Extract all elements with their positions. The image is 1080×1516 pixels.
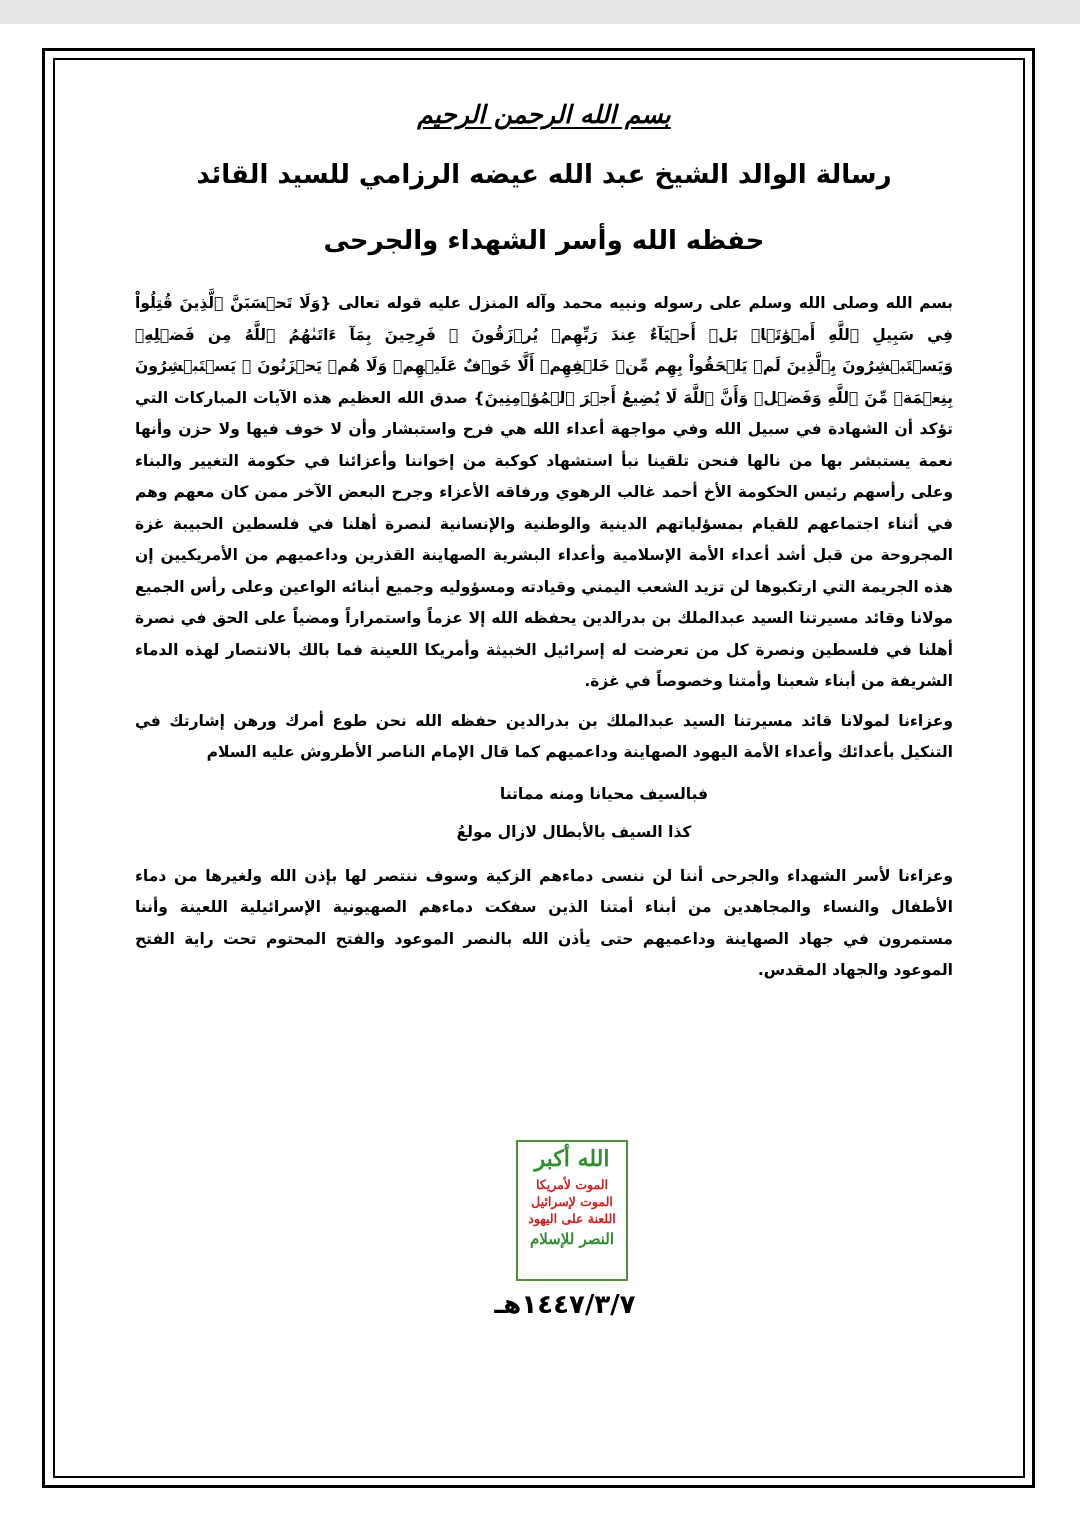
emblem-line-america: الموت لأمريكا bbox=[536, 1177, 608, 1192]
viewer-top-bar bbox=[0, 0, 1080, 24]
poem-verse-2: كذا السيف بالأبطال لازال مولعُ bbox=[456, 822, 692, 841]
slogan-emblem bbox=[516, 1140, 628, 1281]
poem-verse-1: فبالسيف محيانا ومنه مماتنا bbox=[499, 784, 709, 803]
letter-title-line2: حفظه الله وأسر الشهداء والجرحى bbox=[323, 226, 765, 256]
emblem-line-curse: اللعنة على اليهود bbox=[528, 1211, 616, 1226]
hijri-date: ١٤٤٧/٣/٧هـ bbox=[494, 1290, 636, 1320]
basmala-heading: بسم الله الرحمن الرحيم bbox=[417, 100, 671, 129]
emblem-line-israel: الموت لإسرائيل bbox=[531, 1194, 613, 1209]
emblem-takbir: الله أكبر bbox=[534, 1146, 610, 1172]
paragraph-condolence-leader: وعزاءنا لمولانا قائد مسيرتنا السيد عبدالملك بن بدرالدين حفظه الله نحن طوع أمرك ورهن إشارتك في التنكيل بأعدائك وأعداء الأمة اليهود الصهاينة وداعميهم كما قال الإمام الناصر الأطروش عليه السلام bbox=[135, 711, 953, 761]
letter-title-line1: رسالة الوالد الشيخ عبد الله عيضه الرزامي للسيد القائد bbox=[196, 160, 892, 190]
paragraph-opening: بسم الله وصلى الله وسلم على رسوله ونبيه محمد وآله المنزل عليه قوله تعالى {وَلَا تَحۡسَبَنَّ ٱلَّذِينَ قُتِلُواْ فِي سَبِيلِ ٱللَّهِ أَمۡوَٰتَۢاۚ بَلۡ أَحۡيَآءٌ عِندَ رَبِّهِمۡ يُرۡزَقُونَ ۞ فَرِحِينَ بِمَآ ءَاتَىٰهُمُ ٱللَّهُ مِن فَضۡلِهِۦ وَيَسۡتَبۡشِرُونَ بِٱلَّذِينَ لَمۡ يَلۡحَقُواْ بِهِم مِّنۡ خَلۡفِهِمۡ أَلَّا خَوۡفٌ عَلَيۡهِمۡ وَلَا هُمۡ يَحۡزَنُونَ ۞ يَسۡتَبۡشِرُونَ بِنِعۡمَةٖ مِّنَ ٱللَّهِ وَفَضۡلٖ وَأَنَّ ٱللَّهَ لَا يُضِيعُ أَجۡرَ ٱلۡمُؤۡمِنِينَ} صدق الله العظيم هذه الآيات المباركات التي تؤكد أن الشهادة في سبيل الله وفي مواجهة أعداء الله هي فرح واستبشار وأن لا خوف فيها ولا حزن وأنها نعمة يستبشر بها من نالها فنحن تلقينا نبأ استشهاد كوكبة من إخواننا وأعزائنا في حكومة التغيير والبناء وعلى رأسهم رئيس الحكومة الأخ أحمد غالب الرهوي ورفاقه الأعزاء وجرح البعض الآخر ممن كان معهم وهم في أثناء اجتماعهم للقيام بمسؤلياتهم الدينية والوطنية والإنسانية لنصرة أهلنا في فلسطين الحبيبة غزة المجروحة من قبل أشد أعداء الأمة الإسلامية وأعداء البشرية الصهاينة القذرين وداعميهم من الأمريكيين إن هذه الجريمة التي ارتكبوها لن تزيد الشعب اليمني وقيادته ومسؤوليه وجميع أبنائه الواعين وعلى رأس الجميع مولانا وقائد مسيرتنا السيد عبدالملك بن بدرالدين يحفظه الله إلا عزماً واستمراراً ومضياً على الحق في نصرة أهلنا في فلسطين ونصرة كل من تعرضت له إسرائيل الخبيثة وأمريكا اللعينة فما بالك بالانتصار لهذه الدماء الشريفة من أبناء شعبنا وأمتنا وخصوصاً في غزة. bbox=[135, 294, 953, 690]
emblem-line-victory: النصر للإسلام bbox=[529, 1230, 615, 1248]
paragraph-condolence-families: وعزاءنا لأسر الشهداء والجرحى أننا لن ننسى دماءهم الزكية وسوف ننتصر لها بإذن الله ولغيرها من دماء الأطفال والنساء والمجاهدين من أبناء أمتنا الذين سفكت دماءهم الصهيونية الإسرائيلية اللعينة وأننا مستمرون في جهاد الصهاينة وداعميهم حتى يأذن الله بالنصر الموعود والفتح المحتوم تحت راية الفتح الموعود والجهاد المقدس. bbox=[135, 866, 953, 979]
letter-body bbox=[135, 92, 953, 987]
